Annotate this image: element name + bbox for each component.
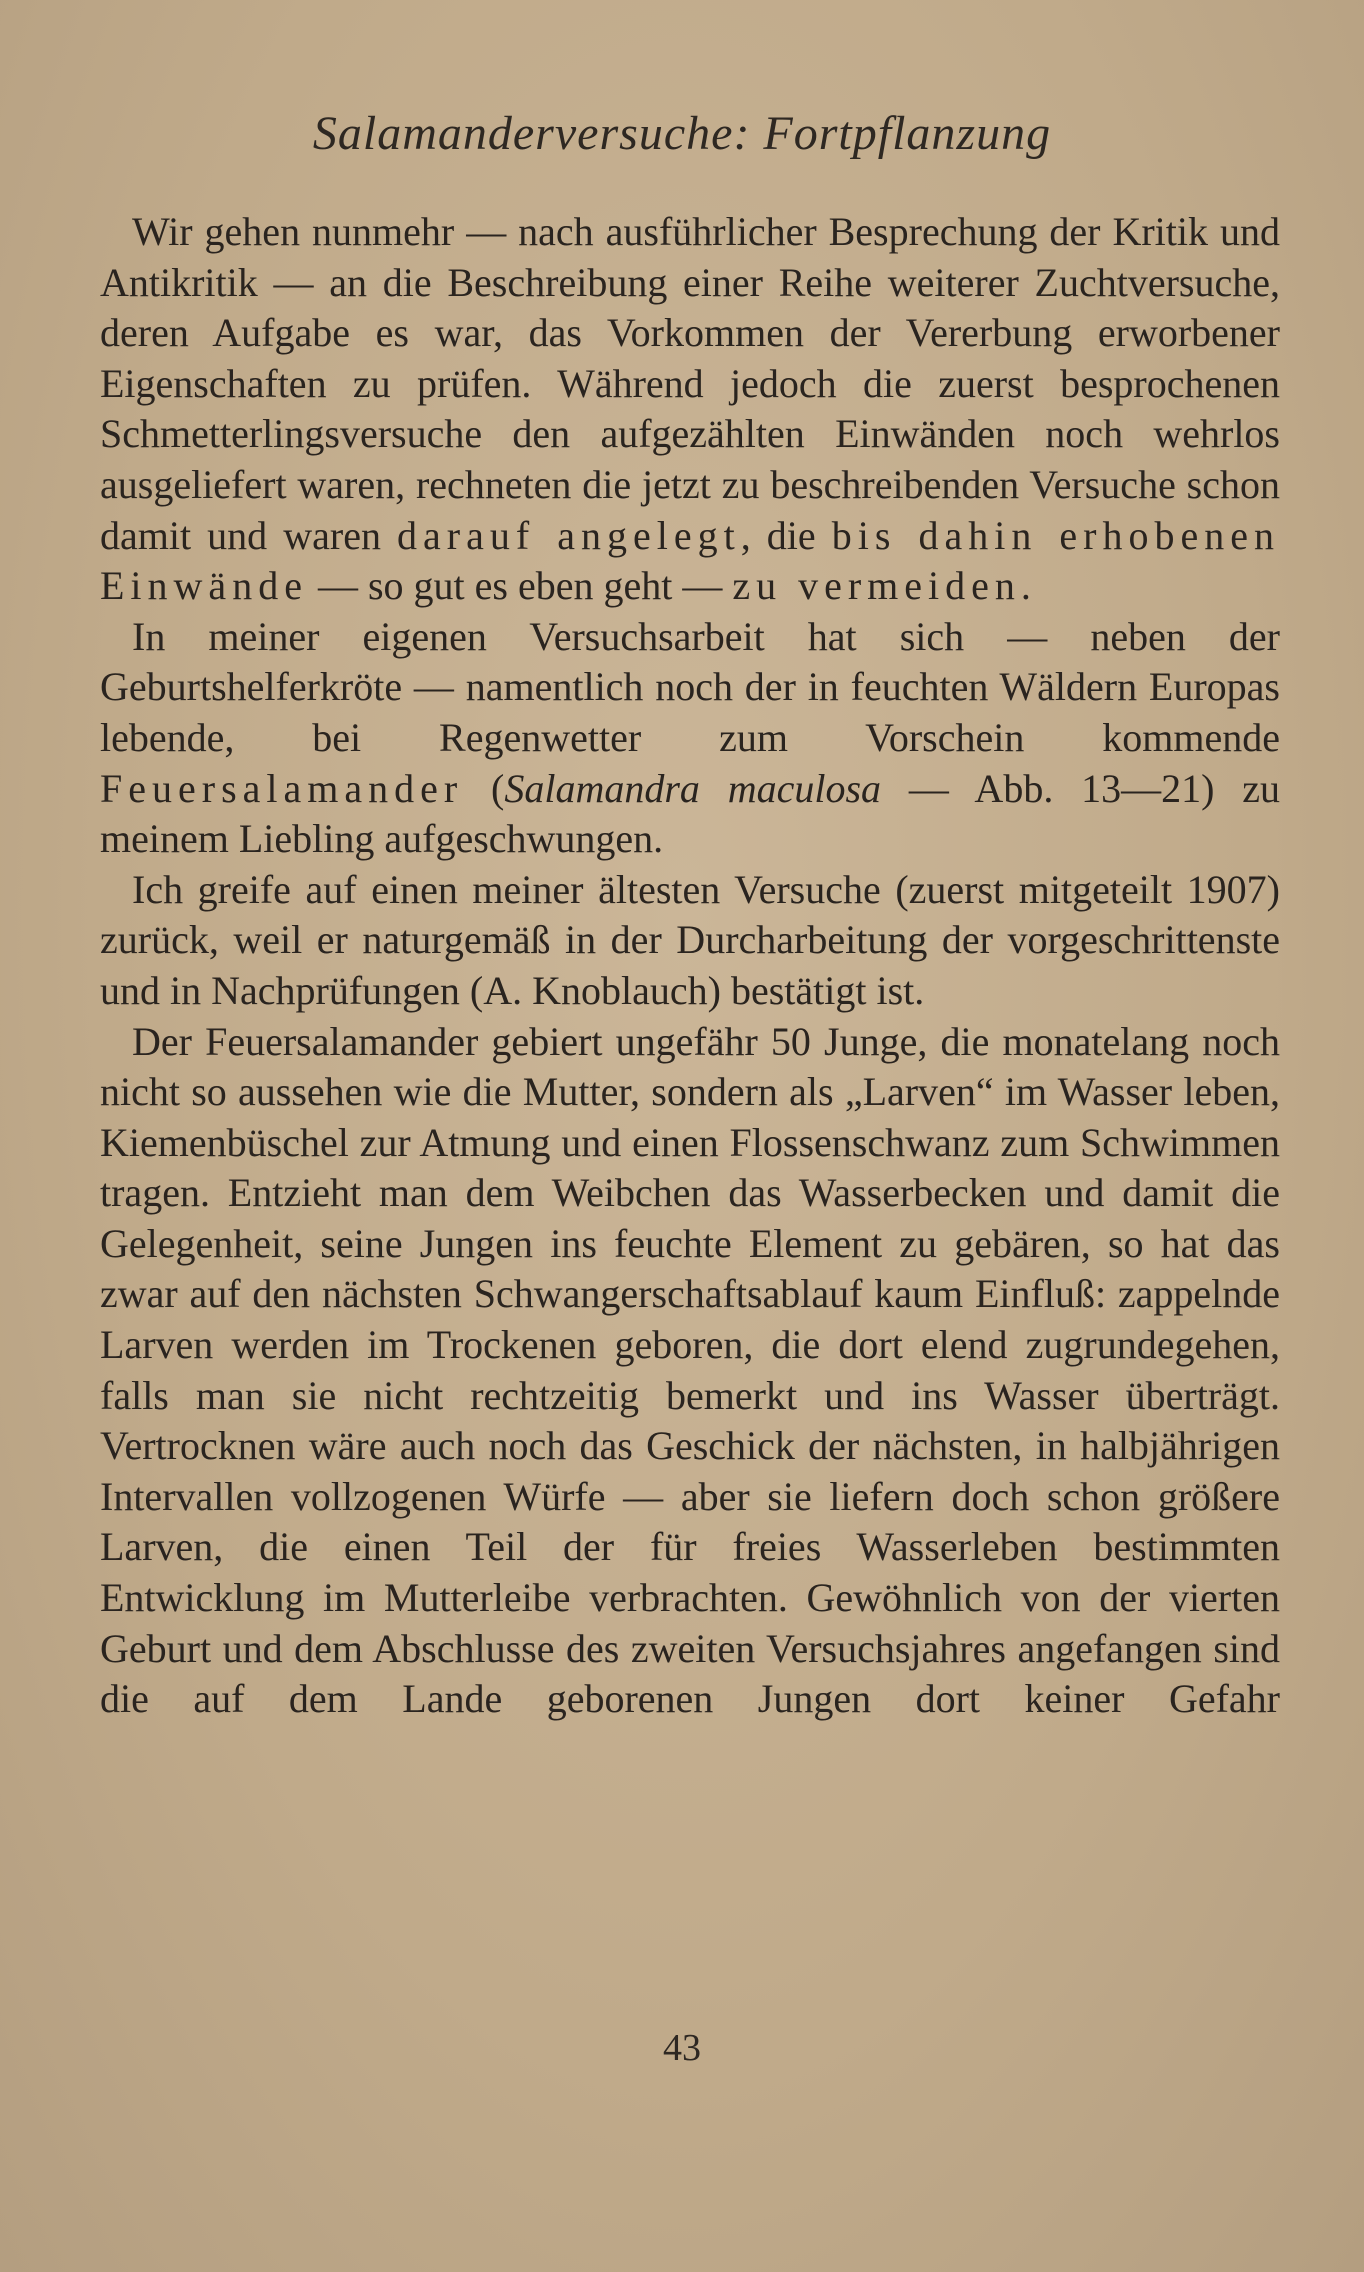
paragraph-1-spaced-3: zu vermeiden — [732, 563, 1021, 609]
body-text — [100, 207, 1280, 1725]
paragraph-1-text-d: . — [1020, 563, 1031, 609]
paragraph-2-italic: Salamandra maculosa — [504, 765, 882, 811]
page-number: 43 — [663, 2027, 701, 2069]
paragraph-3: Ich greife auf einen meiner ältesten Versuche (zuerst mitgeteilt 1907) zurück, weil er naturgemäß in der Durcharbeitung der vorgeschrittenste und in Nachprüfungen (A. Knoblauch) bestätigt ist. — [100, 866, 1280, 1013]
paragraph-4: Der Feuersalamander gebiert ungefähr 50 Junge, die monatelang noch nicht so aussehen wie die Mutter, sondern als „Larven“ im Wasser leben, Kiemenbüschel zur Atmung und einen Flossenschwanz zum Schwimmen tragen. Entzieht man dem Weibchen das Wasserbecken und damit die Gelegenheit, seine Jungen ins feuchte Element zu gebären, so hat das zwar auf den nächsten Schwangerschaftsablauf kaum Einfluß: zappelnde Larven werden im Trockenen geboren, die dort elend zugrundegehen, falls man sie nicht rechtzeitig bemerkt und ins Wasser überträgt. Vertrocknen wäre auch noch das Geschick der nächsten, in halbjährigen Intervallen vollzogenen Würfe — aber sie liefern doch schon größere Larven, die einen Teil der für freies Wasserleben bestimmten Entwicklung im Mutterleibe verbrachten. Gewöhnlich von der vierten Geburt und dem Abschlusse des zweiten Versuchsjahres angefangen sind die auf dem Lande geborenen Jungen dort keiner Gefahr — [100, 1018, 1280, 1722]
paragraph-2-spaced: Feuersalamander — [100, 765, 464, 811]
paragraph-1-spaced-2: bis dahin erhobenen Einwände — [100, 512, 1280, 609]
paragraph-2 — [100, 612, 1280, 865]
paragraph-2-text-a: In meiner eigenen Versuchsarbeit hat sich — neben der Geburtshelferkröte — namentlich noch der in feuchten Wäldern Europas lebende, bei Regenwetter zum Vorschein kommende — [100, 613, 1280, 760]
paragraph-1-text-b: , die — [740, 512, 832, 558]
paragraph-1-text-c: — so gut es eben geht — — [307, 563, 733, 609]
paragraph-2-text-b: ( — [463, 765, 505, 811]
running-head: Salamanderversuche: Fortpflanzung — [312, 107, 1052, 160]
paragraph-2-text-c: — Abb. 13—21) zu meinem Liebling aufgeschwungen. — [100, 765, 1280, 862]
paragraph-1-spaced-1: darauf angelegt — [397, 512, 741, 558]
paragraph-1 — [100, 207, 1280, 612]
paragraph-1-text-a: Wir gehen nunmehr — nach ausführlicher Besprechung der Kritik und Antikritik — an die Beschreibung einer Reihe weiterer Zuchtversuche, deren Aufgabe es war, das Vorkommen der Vererbung erworbener Eigenschaften zu prüfen. Während jedoch die zuerst besprochenen Schmetterlingsversuche den aufgezählten Einwänden noch wehrlos ausgeliefert waren, rechneten die jetzt zu beschreibenden Versuche schon damit und waren — [100, 209, 1280, 558]
